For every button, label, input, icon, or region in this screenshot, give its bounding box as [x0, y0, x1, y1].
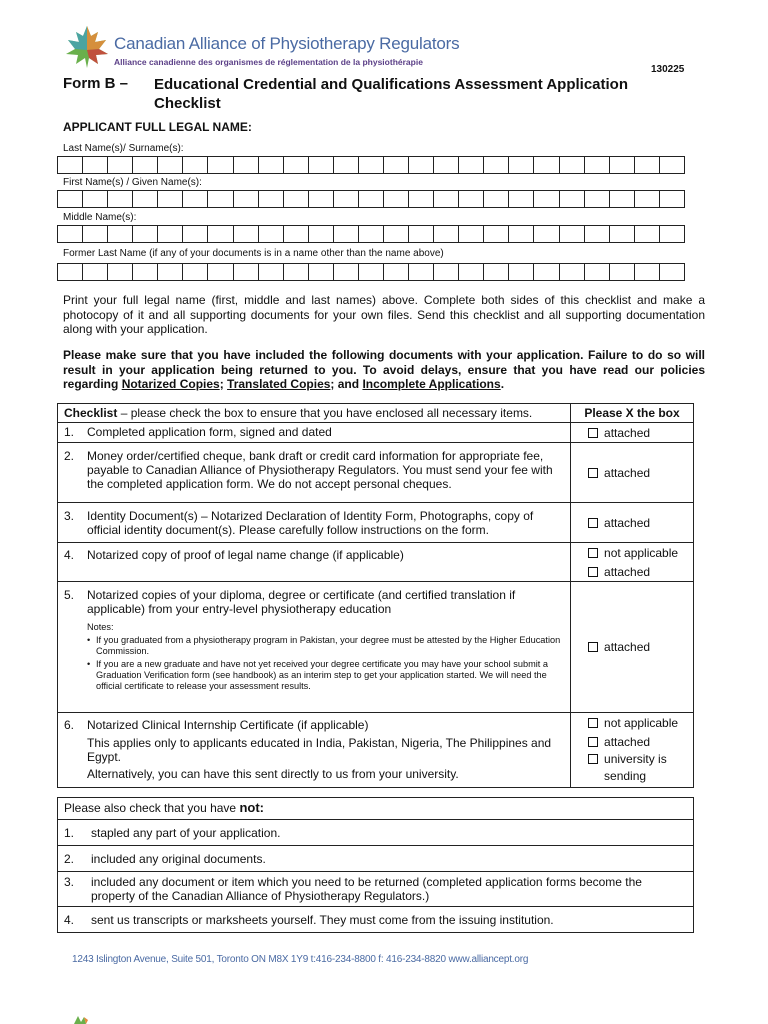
first-name-label: First Name(s) / Given Name(s):	[63, 177, 202, 188]
not-checklist-table	[57, 797, 694, 933]
incomplete-applications-link[interactable]: Incomplete Applications	[362, 377, 501, 391]
org-logo	[64, 24, 460, 72]
checklist-header	[58, 404, 571, 423]
warning-paragraph	[63, 348, 705, 392]
notarized-copies-link[interactable]: Notarized Copies	[121, 377, 220, 391]
form-label: Form B –	[63, 75, 129, 92]
option-label: university is sending	[604, 752, 667, 783]
item-6-note: This applies only to applicants educated in India, Pakistan, Nigeria, The Philippines and Egypt.	[87, 736, 552, 764]
org-name-fr: Alliance canadienne des organismes de réglementation de la physiothérapie	[114, 57, 423, 67]
option-label: attached	[604, 734, 651, 749]
checklist-header-bold: Checklist	[64, 406, 118, 420]
item-number: 1.	[64, 825, 75, 840]
note-item: • If you graduated from a physiotherapy program in Pakistan, your degree must be attested by the Higher Education Commission.	[87, 635, 564, 657]
item-text: included any document or item which you need to be returned (completed application forms become the property of the Canadian Alliance of Physiotherapy Regulators.)	[91, 875, 642, 903]
item-6-alternative: Alternatively, you can have this sent directly to us from your university.	[87, 767, 459, 781]
option-label: attached	[604, 515, 651, 530]
option-label: attached	[604, 564, 651, 579]
option-label: attached	[604, 640, 651, 654]
item-text: Notarized copy of proof of legal name change (if applicable)	[87, 548, 404, 562]
item-number: 5.	[64, 588, 75, 602]
item-text: stapled any part of your application.	[91, 825, 281, 840]
option-label: attached	[604, 465, 651, 480]
translated-copies-link[interactable]: Translated Copies	[227, 377, 331, 391]
item-number: 3.	[64, 875, 75, 889]
item-6-university-sending-checkbox[interactable]	[588, 751, 693, 787]
maple-leaf-icon	[64, 24, 110, 70]
not-heading-emph: not:	[239, 800, 264, 815]
warning-end: .	[500, 377, 505, 391]
item-number: 3.	[64, 509, 75, 523]
item-text: Notarized Clinical Internship Certificate (if applicable)	[87, 718, 369, 732]
checklist-item-1	[58, 423, 570, 442]
item-number: 2.	[64, 449, 75, 463]
not-item-1	[64, 826, 687, 840]
item-number: 6.	[64, 718, 75, 732]
item-4-attached-checkbox[interactable]	[588, 562, 693, 581]
checklist-header-text: – please check the box to ensure that you have enclosed all necessary items.	[117, 406, 533, 420]
not-item-4	[64, 913, 687, 927]
org-name: Canadian Alliance of Physiotherapy Regulators	[114, 34, 460, 53]
item-number: 2.	[64, 851, 75, 866]
maple-leaf-icon	[66, 1014, 96, 1024]
middle-name-label: Middle Name(s):	[63, 212, 137, 223]
checklist-item-3	[58, 503, 570, 540]
first-name-boxes[interactable]	[57, 190, 685, 208]
item-number: 4.	[64, 548, 75, 562]
item-1-attached-checkbox[interactable]	[588, 423, 693, 442]
warning-text: Please make sure that you have included the following documents with your application. Failure to do so will result in your application being returned to you. To avoid delays, ensure that you have read our policies regarding	[63, 348, 705, 391]
not-heading-text: Please also check that you have	[64, 801, 237, 815]
checklist-item-2	[58, 443, 570, 494]
note-item: • If you are a new graduate and have not yet received your degree certificate you may have your school submit a Graduation Verification form (see handbook) as an interim step to get your application started. We will need the official certificate to release your assessment results.	[87, 659, 564, 692]
applicant-heading: APPLICANT FULL LEGAL NAME:	[63, 120, 252, 134]
warning-sep: ; and	[330, 377, 360, 391]
instructions-paragraph: Print your full legal name (first, middle and last names) above. Complete both sides of this checklist and make a photocopy of it and all supporting documents for your own files. Send this checklist and all supporting documentation along with your application.	[63, 293, 705, 336]
last-name-boxes[interactable]	[57, 156, 685, 174]
notes-label: Notes:	[87, 622, 114, 632]
item-text: Identity Document(s) – Notarized Declaration of Identity Form, Photographs, copy of official identity document(s). Please carefully follow instructions on the form.	[87, 509, 534, 537]
warning-sep: ;	[219, 377, 224, 391]
item-5-notes	[87, 622, 564, 692]
checklist-table	[57, 403, 694, 788]
not-item-3	[64, 875, 687, 903]
option-label: not applicable	[604, 545, 679, 560]
former-name-boxes[interactable]	[57, 263, 685, 281]
checklist-item-5	[58, 582, 570, 695]
item-text: included any original documents.	[91, 851, 266, 866]
item-text: Notarized copies of your diploma, degree or certificate (and certified translation if applicable) from your entry-level physiotherapy education	[87, 588, 516, 616]
item-2-attached-checkbox[interactable]	[588, 463, 693, 482]
checklist-item-6	[58, 713, 570, 784]
item-text: Completed application form, signed and dated	[87, 425, 332, 439]
middle-name-boxes[interactable]	[57, 225, 685, 243]
item-text: sent us transcripts or marksheets yourself. They must come from the issuing institution.	[91, 912, 554, 927]
document-number: 130225	[651, 64, 685, 75]
item-4-not-applicable-checkbox[interactable]	[588, 543, 693, 562]
item-5-attached-checkbox[interactable]	[588, 638, 693, 657]
not-item-2	[64, 852, 687, 866]
item-number: 4.	[64, 912, 75, 927]
not-list-heading	[58, 798, 694, 820]
option-label: not applicable	[604, 715, 679, 730]
item-number: 1.	[64, 425, 75, 439]
checklist-item-4	[58, 543, 570, 565]
option-label: attached	[604, 425, 651, 440]
footer-address: 1243 Islington Avenue, Suite 501, Toronto ON M8X 1Y9 t:416-234-8800 f: 416-234-8820 www.alliancept.org	[72, 954, 529, 965]
item-6-not-applicable-checkbox[interactable]	[588, 713, 693, 732]
item-6-attached-checkbox[interactable]	[588, 732, 693, 751]
last-name-label: Last Name(s)/ Surname(s):	[63, 143, 184, 154]
item-text: Money order/certified cheque, bank draft or credit card information for appropriate fee, payable to Canadian Alliance of Physiotherapy Regulators. You must send your fee with the completed application form. We do not accept personal cheques.	[87, 449, 553, 491]
item-3-attached-checkbox[interactable]	[588, 513, 693, 532]
former-name-label: Former Last Name (if any of your documents is in a name other than the name above)	[63, 248, 444, 259]
form-title: Educational Credential and Qualifications Assessment Application Checklist	[154, 76, 628, 112]
checklist-header-right: Please X the box	[571, 404, 694, 423]
